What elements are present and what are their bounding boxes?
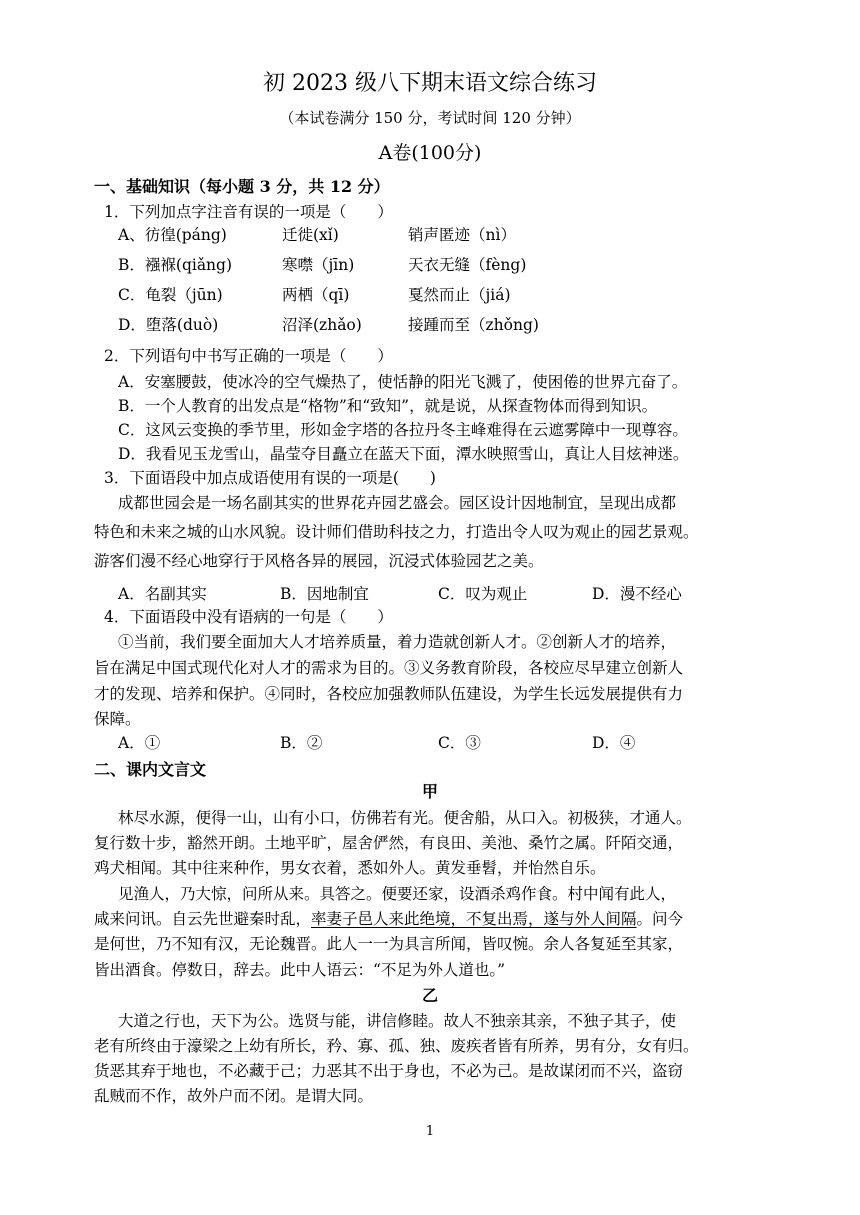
- q3-passage-line: 成都世园会是一场名副其实的世界花卉园艺盛会。园区设计因地制宜，呈现出成都: [118, 494, 677, 512]
- yi-line: 乱贼而不作，故外户而不闭。是谓大同。: [94, 1087, 374, 1105]
- yi-line: 老有所终由于濠梁之上幼有所长，矜、寡、孤、独、废疾者皆有所养，男有分，女有归。: [94, 1037, 699, 1055]
- jia-line: 林尽水源，便得一山，山有小口，仿佛若有光。便舍船，从口入。初极狭，才通人。: [118, 809, 692, 827]
- underlined-sentence: 率妻子邑人来此绝境，不复出焉，遂与外人间隔: [311, 910, 637, 928]
- q1-option-c-3: 戛然而止（jiá): [408, 286, 511, 304]
- q3-option-b: B．因地制宜: [280, 585, 369, 603]
- q3-stem: 3．下面语段中加点成语使用有误的一项是( ): [104, 469, 436, 487]
- q4-passage-line: 旨在满足中国式现代化对人才的需求为目的。③义务教育阶段，各校应尽早建立创新人: [94, 659, 684, 677]
- q1-option-a: A、彷徨(páng): [118, 226, 227, 244]
- q1-option-d-3: 接踵而至（zhǒng): [408, 316, 539, 334]
- q2-stem: 2．下列语句中书写正确的一项是（ ）: [104, 347, 393, 365]
- q1-option-d-2: 沼泽(zhǎo): [282, 316, 362, 334]
- jia-line-part: 咸来问讯。自云先世避秦时乱，: [94, 910, 312, 928]
- q4-passage-line: ①当前，我们要全面加大人才培养质量，着力造就创新人才。②创新人才的培养，: [118, 633, 677, 651]
- q4-option-d: D．④: [592, 734, 636, 752]
- section-1-heading: 一、基础知识（每小题 3 分，共 12 分）: [94, 177, 390, 196]
- exam-subtitle: （本试卷满分 150 分，考试时间 120 分钟）: [279, 109, 581, 127]
- q3-passage-line: 特色和未来之城的山水风貌。设计师们借助科技之力，打造出令人叹为观止的园艺景观。: [94, 523, 699, 541]
- q4-passage-line: 才的发现、培养和保护。④同时，各校应加强教师队伍建设，为学生长远发展提供有力: [94, 685, 684, 703]
- q1-option-b-2: 寒噤（jīn): [282, 256, 355, 274]
- jia-line-part: 。问今: [636, 910, 684, 928]
- q3-passage-line: 游客们漫不经心地穿行于风格各异的展园，沉浸式体验园艺之美。: [94, 552, 544, 570]
- q3-option-d: D．漫不经心: [592, 585, 682, 603]
- q4-option-c: C．③: [438, 734, 481, 752]
- yi-line: 货恶其弃于地也，不必藏于己；力恶其不出于身也，不必为己。是故谋闭而不兴，盗窃: [94, 1062, 684, 1080]
- q1-option-b-3: 天衣无缝（fèng): [408, 256, 527, 274]
- q1-option-c-2: 两栖（qī): [282, 286, 350, 304]
- yi-line: 大道之行也，天下为公。选贤与能，讲信修睦。故人不独亲其亲，不独子其子，使: [118, 1012, 677, 1030]
- exam-title: 初 2023 级八下期末语文综合练习: [263, 71, 597, 96]
- q4-option-b: B．②: [280, 734, 323, 752]
- section-2-heading: 二、课内文言文: [94, 760, 207, 779]
- q1-option-a-3: 销声匿迹（nì）: [408, 226, 516, 244]
- q1-option-a-2: 迁徙(xǐ): [282, 226, 339, 244]
- volume-label: A卷(100分): [378, 142, 482, 164]
- jia-line: 见渔人，乃大惊，问所从来。具答之。便要还家，设酒杀鸡作食。村中闻有此人，: [118, 885, 677, 903]
- q1-stem: 1．下列加点字注音有误的一项是（ ）: [104, 203, 393, 221]
- jia-line: [94, 909, 683, 929]
- jia-line: 是何世，乃不知有汉，无论魏晋。此人一一为具言所闻，皆叹惋。余人各复延至其家，: [94, 935, 684, 953]
- q2-option-a: A．安塞腰鼓，使冰冷的空气燥热了，使恬静的阳光飞溅了，使困倦的世界亢奋了。: [118, 373, 688, 391]
- q4-stem: 4．下面语段中没有语病的一句是（ ）: [104, 608, 393, 626]
- jia-line: 鸡犬相闻。其中往来种作，男女衣着，悉如外人。黄发垂髫，并怡然自乐。: [94, 859, 606, 877]
- q2-option-d: D．我看见玉龙雪山，晶莹夺目矗立在蓝天下面，潭水映照雪山，真让人目炫神迷。: [118, 445, 689, 463]
- q2-option-b: B．一个人教育的出发点是“格物”和“致知”，就是说，从探查物体而得到知识。: [118, 397, 658, 415]
- q3-option-c: C．叹为观止: [438, 585, 528, 603]
- q1-option-d: D．堕落(duò): [118, 316, 219, 334]
- q4-option-a: A．①: [118, 734, 161, 752]
- jia-line: 复行数十步，豁然开朗。土地平旷，屋舍俨然，有良田、美池、桑竹之属。阡陌交通，: [94, 834, 684, 852]
- passage-yi-label: 乙: [421, 986, 438, 1005]
- q4-passage-line: 保障。: [94, 710, 141, 728]
- passage-jia-label: 甲: [421, 782, 438, 801]
- jia-line: 皆出酒食。停数日，辞去。此中人语云：“不足为外人道也。”: [94, 961, 506, 979]
- q1-option-b: B．襁褓(qiǎng): [118, 256, 233, 274]
- q1-option-c: C．龟裂（jūn): [118, 286, 223, 304]
- page-number: 1: [425, 1124, 435, 1139]
- q2-option-c: C．这风云变换的季节里，形如金字塔的各拉丹冬主峰难得在云遮雾障中一现尊容。: [118, 421, 688, 439]
- q3-option-a: A．名副其实: [118, 585, 207, 603]
